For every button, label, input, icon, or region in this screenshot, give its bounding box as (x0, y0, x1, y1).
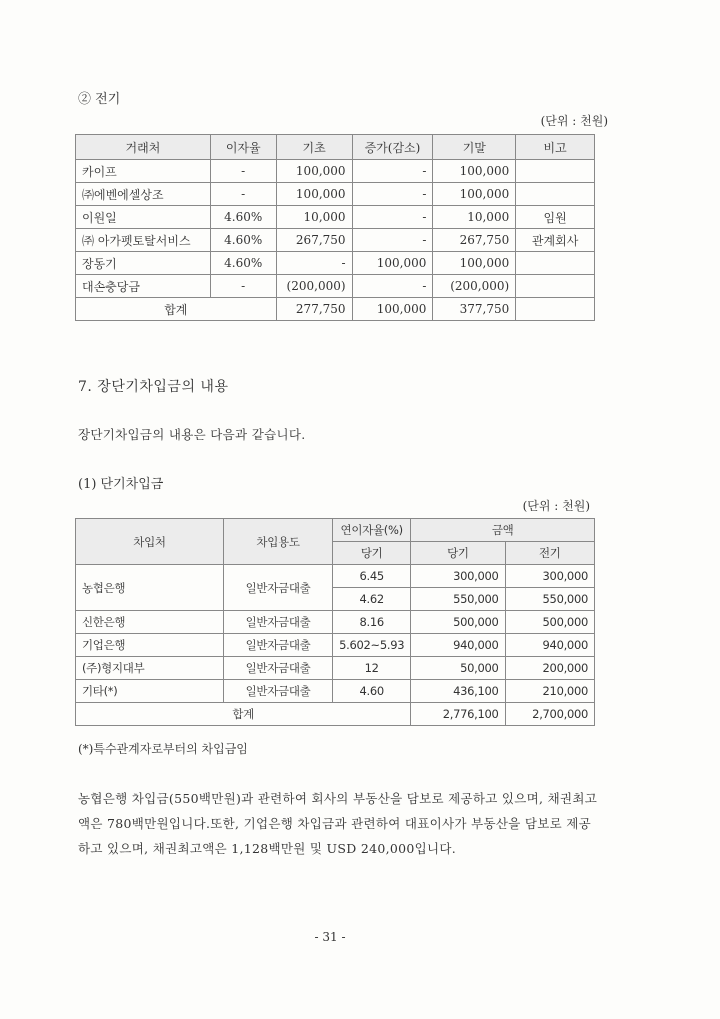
table-cell: - (352, 183, 433, 206)
table-cell: - (352, 160, 433, 183)
col-header-rate: 연이자율(%) (333, 519, 411, 542)
cell-current: 550,000 (411, 588, 505, 611)
table-cell: - (352, 206, 433, 229)
total-cell: 277,750 (276, 298, 352, 321)
table-cell: 4.60% (210, 229, 276, 252)
footnote: (*)특수관계자로부터의 차입금임 (78, 742, 248, 756)
table-row (76, 229, 595, 252)
table-cell (516, 252, 595, 275)
table-cell: - (210, 183, 276, 206)
page-number: - 31 - (314, 930, 346, 944)
table-cell: 임원 (516, 206, 595, 229)
table-cell: - (352, 229, 433, 252)
table-cell: ㈜에벤에셀상조 (76, 183, 211, 206)
table-cell: 기타(*) (76, 680, 224, 703)
table-cell: 500,000 (505, 611, 594, 634)
col-header: 기말 (433, 135, 516, 160)
table-cell: ㈜ 아가펫토탈서비스 (76, 229, 211, 252)
table-row (76, 680, 595, 703)
unit-label-2: (단위 : 천원) (522, 499, 590, 513)
table-cell: 267,750 (276, 229, 352, 252)
table-cell: 4.60% (210, 206, 276, 229)
table-cell: 100,000 (433, 252, 516, 275)
col-header: 거래처 (76, 135, 211, 160)
table-cell: - (210, 275, 276, 298)
total-cell: 합계 (76, 298, 277, 321)
cell-rate: 4.62 (333, 588, 411, 611)
table-cell: 이원일 (76, 206, 211, 229)
section7-title: 7. 장단기차입금의 내용 (78, 379, 229, 395)
table-cell: (200,000) (433, 275, 516, 298)
col-header-lender: 차입처 (76, 519, 224, 565)
total-row (76, 298, 595, 321)
table-cell: 일반자금대출 (223, 657, 332, 680)
table-header-row (76, 135, 595, 160)
table-cell (516, 275, 595, 298)
table-row (76, 634, 595, 657)
table-cell: 장동기 (76, 252, 211, 275)
cell-lender: 농협은행 (76, 565, 224, 611)
col-header: 기초 (276, 135, 352, 160)
prior-loan-table (75, 134, 595, 321)
table-cell: 100,000 (433, 183, 516, 206)
table-cell: 10,000 (276, 206, 352, 229)
table-cell: 436,100 (411, 680, 505, 703)
collateral-paragraph: 농협은행 차입금(550백만원)과 관련하여 회사의 부동산을 담보로 제공하고 있으며, 채권최고액은 780백만원입니다.또한, 기업은행 차입금과 관련하여 대표이사가 부동산을 담보로 제공하고 있으며, 채권최고액은 1,128백만원 및 USD 240,000입니다. (78, 791, 598, 856)
table-row (76, 275, 595, 298)
table-cell: 940,000 (505, 634, 594, 657)
table-cell: 10,000 (433, 206, 516, 229)
table-cell: 500,000 (411, 611, 505, 634)
col-header: 비고 (516, 135, 595, 160)
table-cell: 100,000 (352, 252, 433, 275)
section-prior-title: ② 전기 (78, 92, 121, 107)
table-row (76, 611, 595, 634)
table-cell: 일반자금대출 (223, 680, 332, 703)
table-row (76, 206, 595, 229)
table-cell: - (210, 160, 276, 183)
table-row (76, 565, 595, 588)
col-header-amount: 금액 (411, 519, 595, 542)
table-row (76, 657, 595, 680)
total-prior: 2,700,000 (505, 703, 594, 726)
table-cell: - (276, 252, 352, 275)
cell-rate: 6.45 (333, 565, 411, 588)
table-cell: 4.60 (333, 680, 411, 703)
table-cell: 카이프 (76, 160, 211, 183)
table-cell (516, 183, 595, 206)
table-cell: 100,000 (276, 183, 352, 206)
cell-prior: 300,000 (505, 565, 594, 588)
total-current: 2,776,100 (411, 703, 505, 726)
col-header-amount-current: 당기 (411, 542, 505, 565)
table-cell: 4.60% (210, 252, 276, 275)
cell-purpose: 일반자금대출 (223, 565, 332, 611)
total-label: 합계 (76, 703, 411, 726)
table-cell: 210,000 (505, 680, 594, 703)
total-cell (516, 298, 595, 321)
col-header-purpose: 차입용도 (223, 519, 332, 565)
cell-current: 300,000 (411, 565, 505, 588)
short-term-loan-table (75, 518, 595, 726)
table-cell: 100,000 (433, 160, 516, 183)
table-cell: 일반자금대출 (223, 611, 332, 634)
table-row (76, 252, 595, 275)
col-header: 이자율 (210, 135, 276, 160)
table-cell: 12 (333, 657, 411, 680)
table-cell: 5.602~5.93 (333, 634, 411, 657)
table-cell: 50,000 (411, 657, 505, 680)
short-term-title: (1) 단기차입금 (78, 477, 164, 492)
total-cell: 377,750 (433, 298, 516, 321)
section7-intro: 장단기차입금의 내용은 다음과 같습니다. (78, 427, 306, 442)
total-row (76, 703, 595, 726)
col-header-amount-prior: 전기 (505, 542, 594, 565)
table-cell: (주)형지대부 (76, 657, 224, 680)
col-header: 증가(감소) (352, 135, 433, 160)
table-row (76, 160, 595, 183)
table-cell: - (352, 275, 433, 298)
table-cell: 100,000 (276, 160, 352, 183)
table-cell: 신한은행 (76, 611, 224, 634)
table-cell: (200,000) (276, 275, 352, 298)
table-cell: 대손충당금 (76, 275, 211, 298)
table-cell: 267,750 (433, 229, 516, 252)
table-cell: 관계회사 (516, 229, 595, 252)
total-cell: 100,000 (352, 298, 433, 321)
table-cell (516, 160, 595, 183)
cell-prior: 550,000 (505, 588, 594, 611)
unit-label: (단위 : 천원) (540, 114, 608, 128)
table-cell: 일반자금대출 (223, 634, 332, 657)
col-header-rate-current: 당기 (333, 542, 411, 565)
table-cell: 8.16 (333, 611, 411, 634)
table-cell: 기업은행 (76, 634, 224, 657)
table-row (76, 183, 595, 206)
table-cell: 200,000 (505, 657, 594, 680)
table-cell: 940,000 (411, 634, 505, 657)
